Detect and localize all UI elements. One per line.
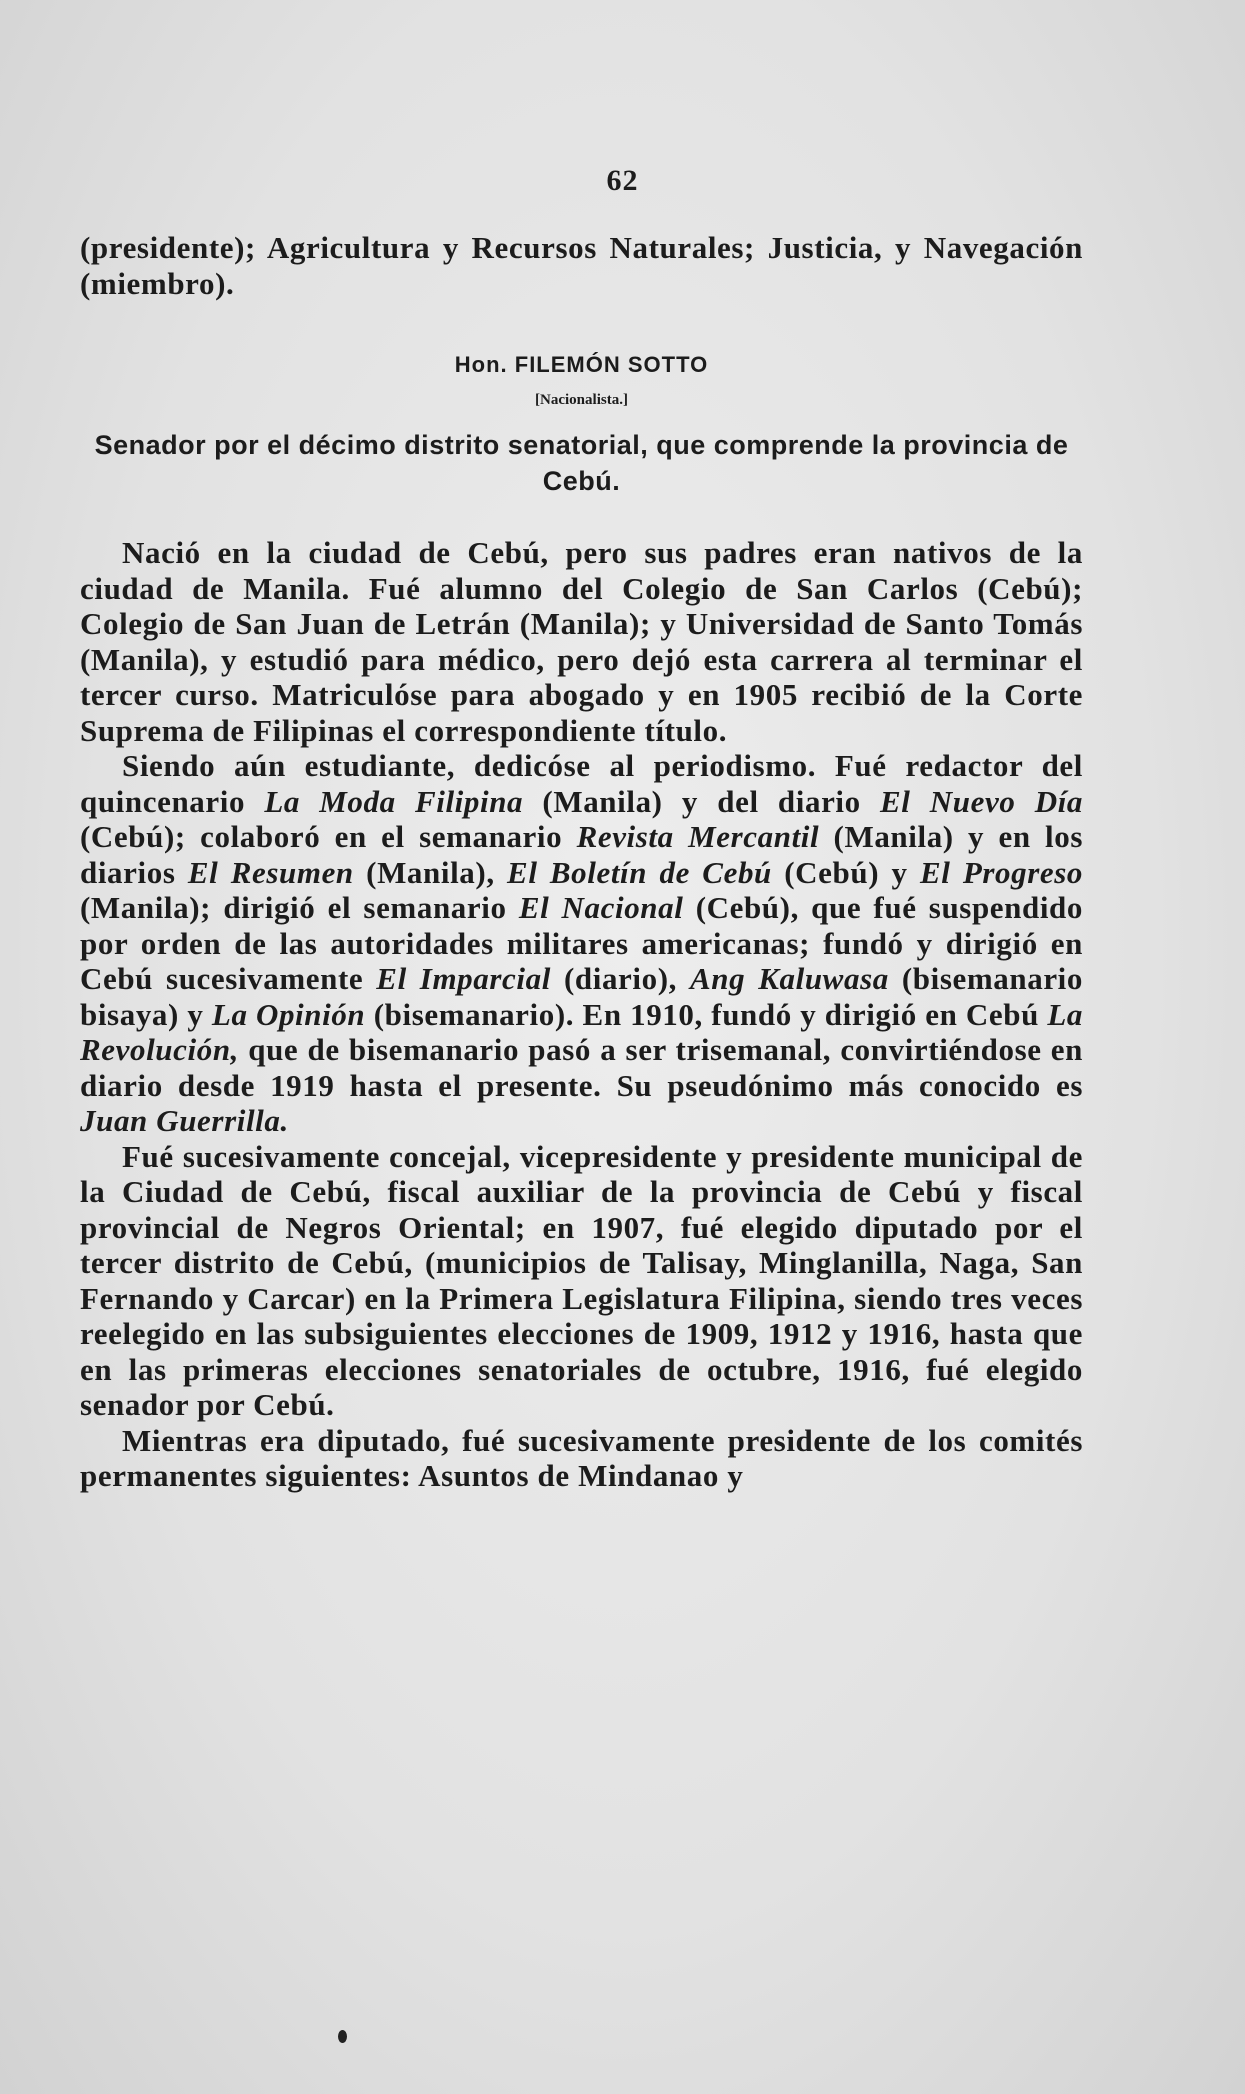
publication-title: La Opinión [211, 996, 366, 1032]
biography-body [80, 535, 1083, 1494]
intro-text: (presidente); Agricultura y Recursos Naturales; Justicia, y Navegación (miembro). [80, 230, 1083, 301]
text-run: (Manila) y del diario [523, 783, 881, 819]
text-run: (bisemanario bisaya) y [80, 961, 1083, 1032]
text-run: Siendo aún estudiante, dedicóse al periodismo. Fué redactor del quincenario [80, 748, 1083, 819]
publication-title: El Imparcial [376, 961, 551, 996]
page-number: 62 [606, 164, 639, 197]
text-run: (Manila); dirigió el semanario [80, 890, 519, 925]
ink-speck [338, 2030, 347, 2043]
pseudonym: Juan Guerrilla. [80, 1103, 289, 1138]
paragraph-committees: Mientras era diputado, fué sucesivamente presidente de los comités permanentes siguientes: Asuntos de Mindanao y [80, 1422, 1083, 1493]
paragraph-public-career: Fué sucesivamente concejal, vicepresidente y presidente municipal de la Ciudad de Cebú, fiscal auxiliar de la provincia de Cebú y fiscal provincial de Negros Oriental; en 1907, fué elegido diputado por el tercer distrito de Cebú, (municipios de Talisay, Minglanilla, Naga, San Fernando y Carcar) en la Primera Legislatura Filipina, siendo tres veces reelegido en las subsiguientes elecciones de 1909, 1912 y 1916, hasta que en las primeras elecciones senatoriales de octubre, 1916, fué elegido senador por Cebú. [80, 1138, 1083, 1422]
party-affiliation: [Nacionalista.] [535, 392, 628, 408]
publication-title: El Nacional [518, 890, 684, 925]
publication-title: Ang Kaluwasa [690, 961, 889, 996]
text-run: (Cebú), que fué suspendido por orden de las autoridades militares americanas; fundó y dirigió en Cebú sucesivamente [80, 890, 1083, 996]
publication-title: El Resumen [187, 854, 354, 890]
senator-name: Hon. FILEMÓN SOTTO [454, 352, 709, 377]
paragraph-birth-education: Nació en la ciudad de Cebú, pero sus padres eran nativos de la ciudad de Manila. Fué alumno del Colegio de San Carlos (Cebú); Colegio de San Juan de Letrán (Manila); y Universidad de Santo Tomás (Manila), y estudió para médico, pero dejó esta carrera al terminar el tercer curso. Matriculóse para abogado y en 1905 recibió de la Corte Suprema de Filipinas el correspondiente título. [80, 535, 1083, 748]
intro-text-block [80, 230, 1083, 301]
publication-title: La Moda Filipina [264, 783, 524, 819]
publication-title: Revista Mercantil [576, 819, 820, 854]
text-run: (diario), [550, 961, 691, 996]
text-run: que de bisemanario pasó a ser trisemanal, convirtiéndose en diario desde 1919 hasta el presente. Su pseudónimo más conocido es [80, 1032, 1083, 1103]
paragraph-journalism [80, 748, 1083, 1139]
senator-description: Senador por el décimo distrito senatorial, que comprende la provincia de Cebú. [94, 430, 1069, 496]
publication-title: El Boletín de Cebú [507, 854, 772, 890]
publication-title: El Progreso [919, 854, 1084, 890]
text-run: (Cebú) y [771, 854, 920, 890]
text-run: (Manila), [353, 854, 508, 890]
text-run: (Cebú); colaboró en el semanario [80, 819, 577, 854]
text-run: (bisemanario). En 1910, fundó y dirigió en Cebú [365, 996, 1048, 1032]
senator-header [80, 352, 1083, 499]
publication-title: La Revolución, [80, 996, 1083, 1067]
publication-title: El Nuevo Día [880, 783, 1084, 819]
text-run: (Manila) y en los diarios [80, 819, 1083, 890]
